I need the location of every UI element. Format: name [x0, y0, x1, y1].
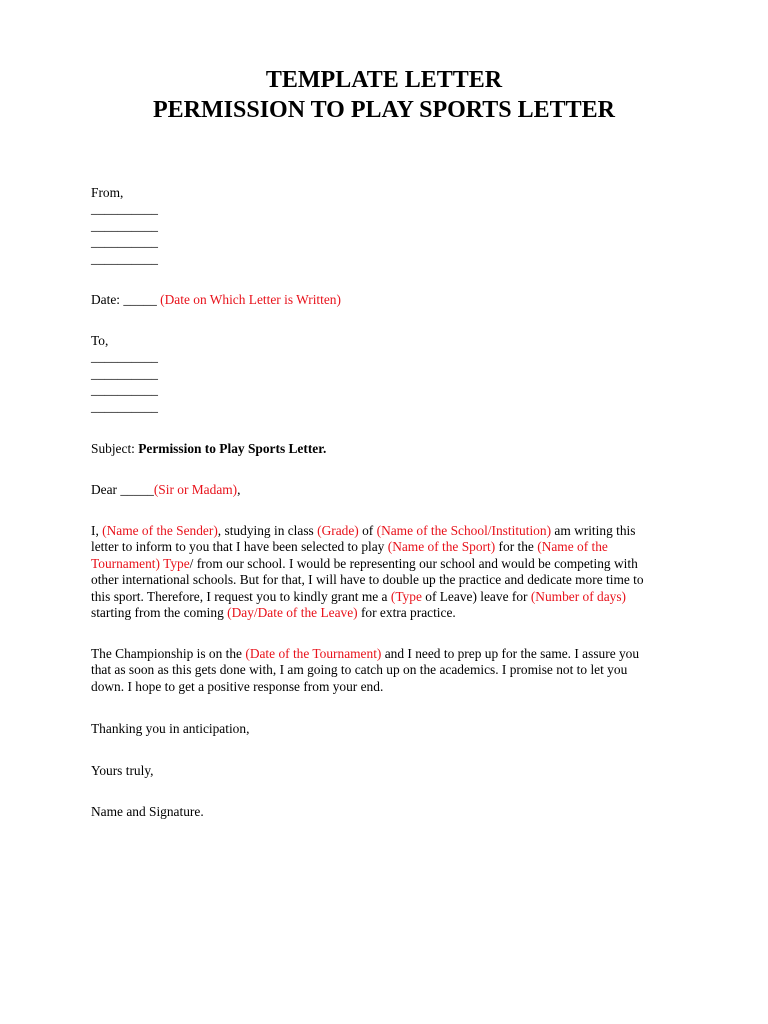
number-of-days-placeholder: (Number of days) [530, 588, 627, 604]
leave-date-placeholder: (Day/Date of the Leave) [227, 605, 358, 621]
salutation-line [91, 482, 671, 498]
p1-line-3: Tournament) Type/ from our school. I would be representing our school and would be competing with [91, 555, 638, 571]
from-blank-4: __________ [91, 250, 158, 266]
to-blank-2: __________ [91, 365, 158, 381]
from-blank-2: __________ [91, 217, 158, 233]
tournament-name-placeholder-a: (Name of the [537, 539, 608, 555]
dear-prefix: Dear _____ [91, 482, 154, 497]
p2-line-2: that as soon as this gets done with, I am going to catch up on the academics. I promise not to let you [91, 662, 628, 678]
sport-name-placeholder: (Name of the Sport) [387, 539, 496, 555]
sender-name-placeholder: (Name of the Sender) [102, 523, 218, 538]
to-blank-3: __________ [91, 382, 158, 398]
date-label: Date: _____ [91, 292, 161, 307]
subject-line [91, 441, 671, 457]
document-title-line2: PERMISSION TO PLAY SPORTS LETTER [153, 97, 615, 123]
to-blank-4: __________ [91, 398, 158, 414]
subject-label: Subject: [91, 441, 139, 456]
from-blank-3: __________ [91, 234, 158, 250]
from-block [91, 185, 671, 267]
from-blank-1: __________ [91, 201, 158, 217]
closing-signature: Name and Signature. [91, 804, 204, 819]
document-title-line1: TEMPLATE LETTER [265, 67, 503, 93]
subject-text: Permission to Play Sports Letter. [138, 441, 327, 456]
to-blank-1: __________ [91, 349, 158, 365]
leave-type-placeholder: (Type [390, 588, 422, 604]
grade-placeholder: (Grade) [317, 523, 359, 538]
p1-line-6: starting from the coming (Day/Date of the Leave) for extra practice. [91, 605, 456, 621]
tournament-date-placeholder: (Date of the Tournament) [245, 646, 382, 661]
to-label: To, [91, 333, 109, 348]
body-paragraph-2 [91, 646, 671, 695]
p1-line-2: letter to inform to you that I have been selected to play (Name of the Sport) for the (Name of the [91, 539, 608, 555]
school-name-placeholder: (Name of the School/Institution) [376, 523, 552, 538]
closing-yours-truly: Yours truly, [91, 763, 154, 778]
p1-line-1: I, (Name of the Sender), studying in class (Grade) of (Name of the School/Institution) am writing this [91, 523, 636, 538]
date-placeholder: (Date on Which Letter is Written) [160, 292, 341, 307]
dear-placeholder: (Sir or Madam) [153, 482, 238, 497]
body-paragraph-1 [91, 523, 671, 621]
p2-line-3: down. I hope to get a positive response from your end. [91, 678, 384, 694]
date-line [91, 292, 671, 308]
p2-line-1: The Championship is on the (Date of the Tournament) and I need to prep up for the same. I assure you [91, 646, 640, 661]
from-label: From, [91, 185, 124, 200]
closing-anticipation: Thanking you in anticipation, [91, 721, 250, 736]
tournament-name-placeholder-b: Tournament) Type [91, 555, 190, 571]
p1-line-5: this sport. Therefore, I request you to kindly grant me a (Type of Leave) leave for (Number of days) [91, 588, 627, 604]
to-block [91, 333, 671, 415]
p1-line-4: other international schools. But for that, I will have to double up the practice and dedicate more time to [91, 572, 644, 588]
dear-suffix: , [237, 482, 241, 497]
